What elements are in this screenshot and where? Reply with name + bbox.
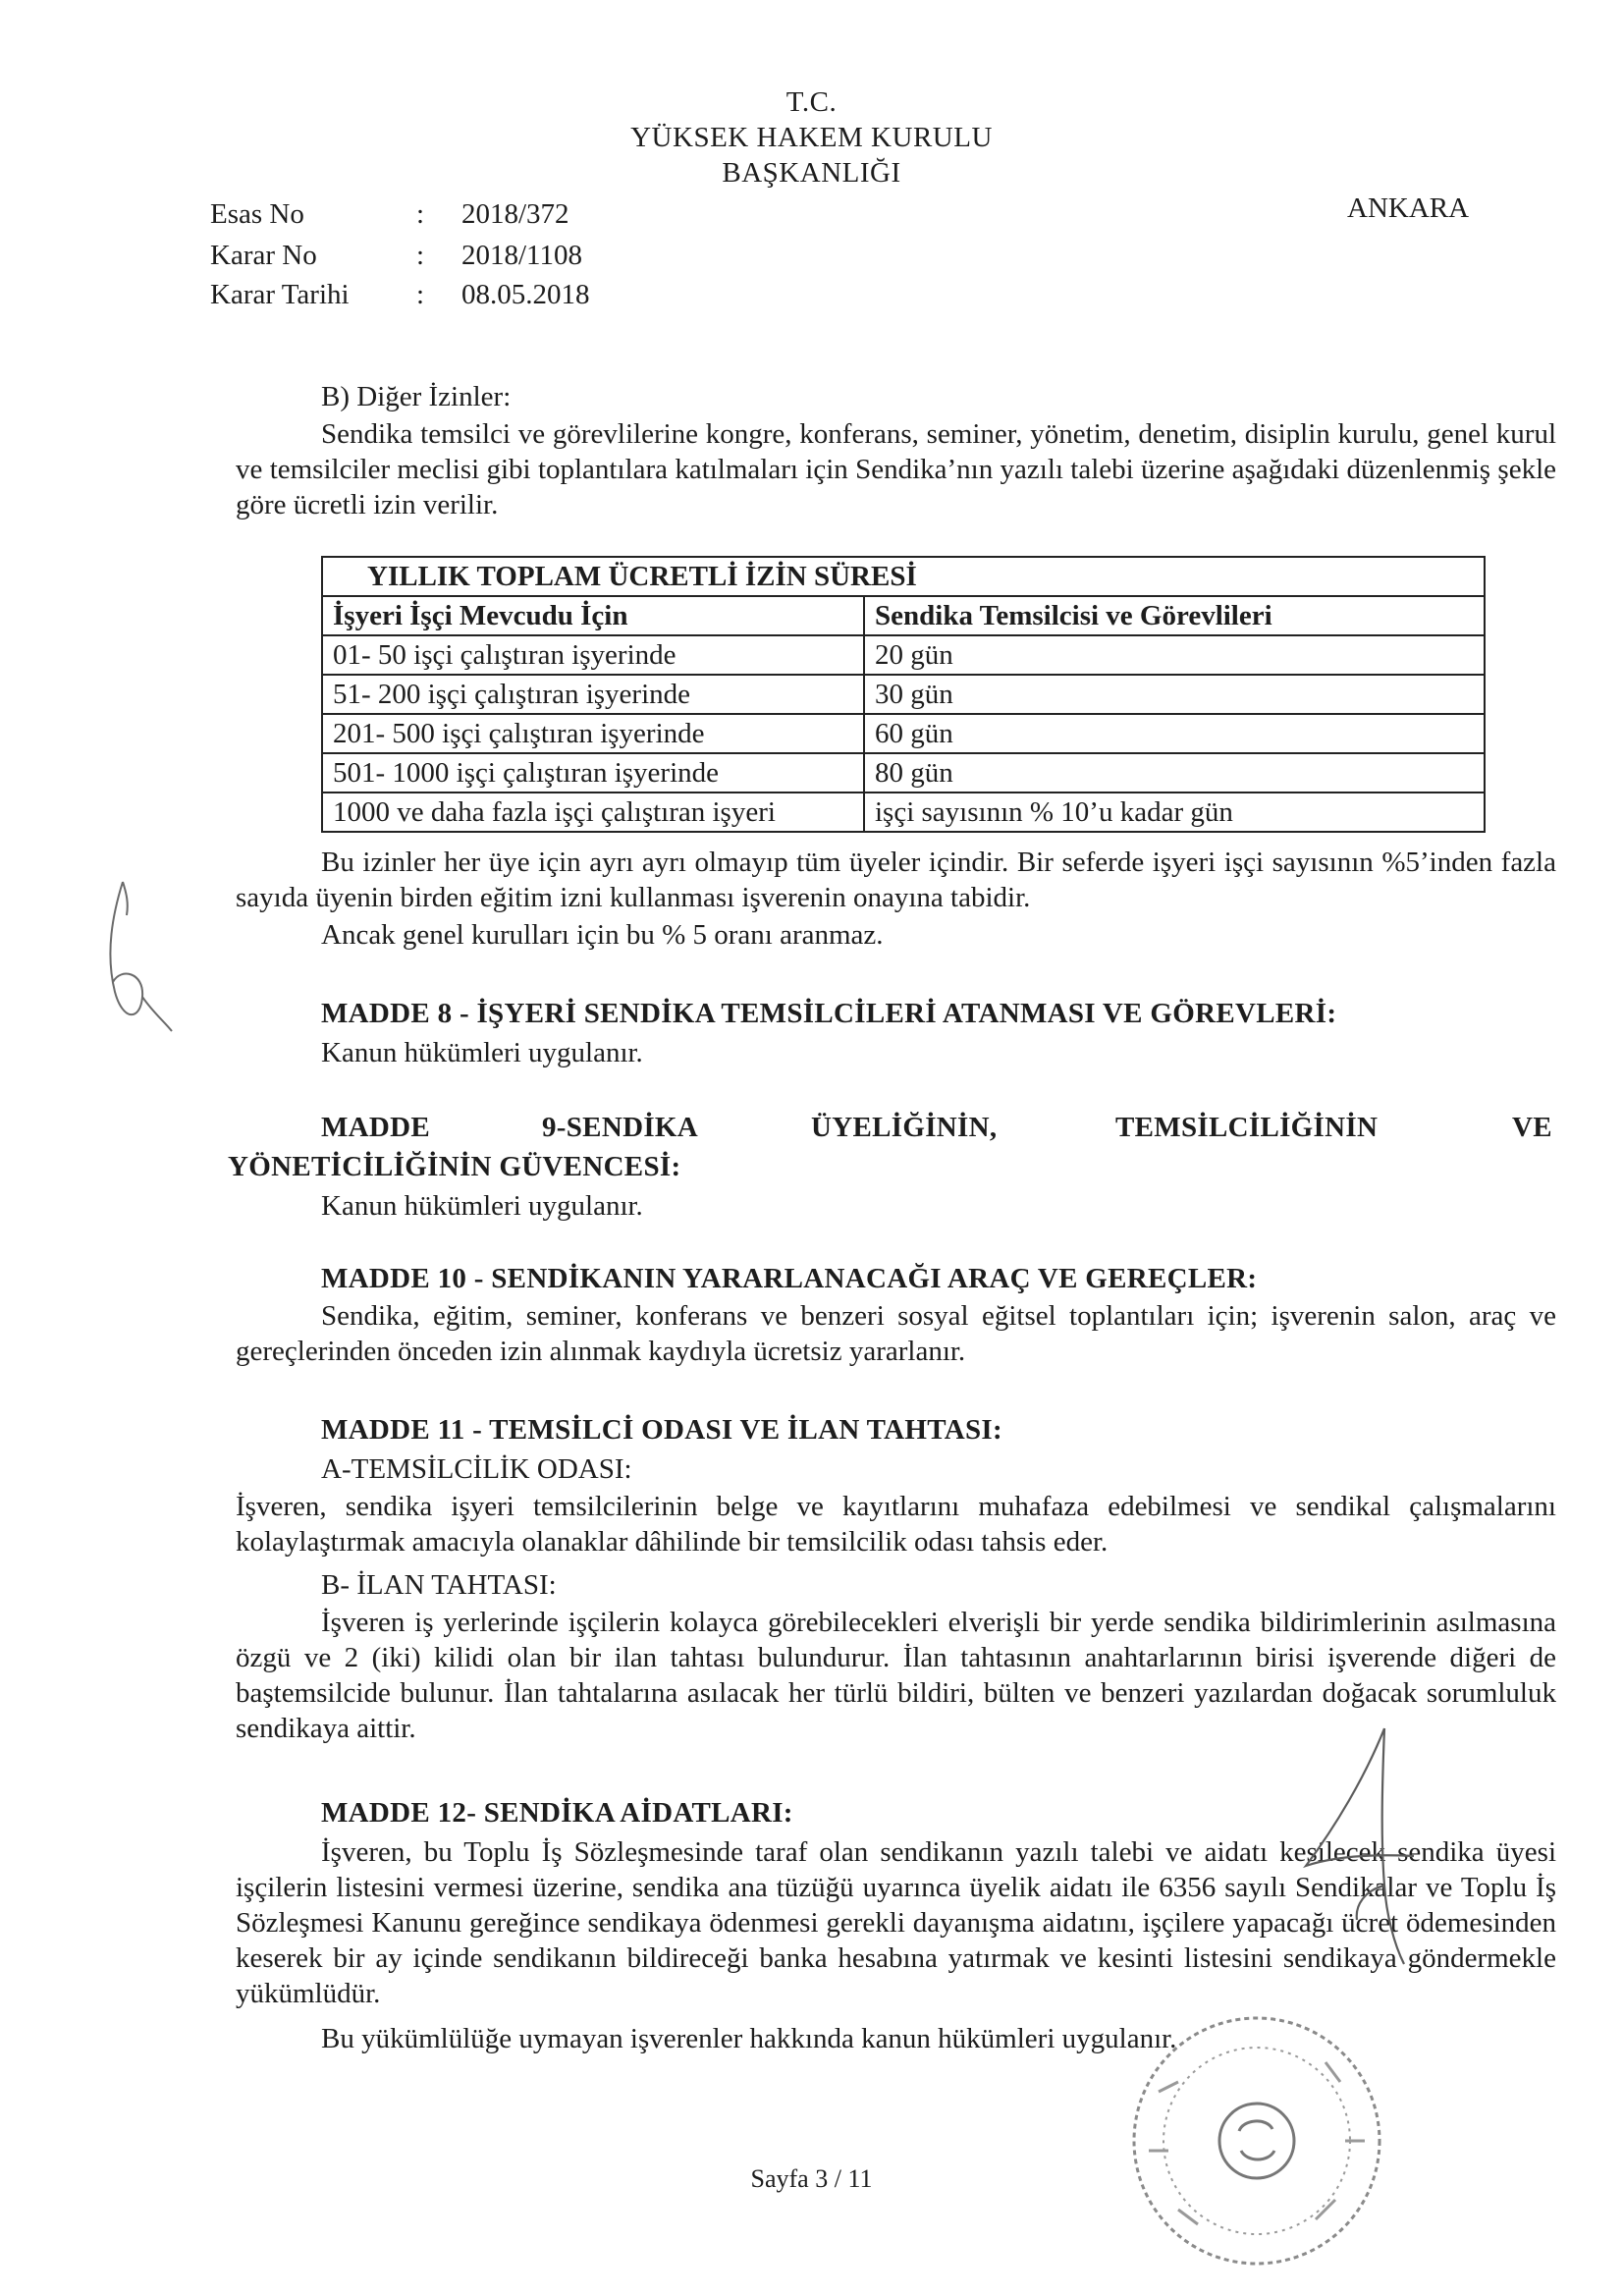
madde-9-word-2: 9-SENDİKA <box>542 1112 698 1143</box>
table-header-representatives: Sendika Temsilcisi ve Görevlileri <box>864 596 1485 635</box>
madde-9-word-1: MADDE <box>321 1112 431 1143</box>
after-table-paragraph: Bu izinler her üye için ayrı ayrı olmayıp tüm üyeler içindir. Bir seferde işyeri işçi sayısının %5’inden fazla sayıda üyenin birden eğitim izni kullanması işverenin onayına tabidir. <box>236 847 1556 913</box>
madde-11-a-title: A-TEMSİLCİLİK ODASI: <box>321 1453 632 1485</box>
section-b-title: B) Diğer İzinler: <box>321 381 512 412</box>
madde-9-word-3: ÜYELİĞİNİN, <box>811 1112 998 1143</box>
table-row <box>322 753 1485 793</box>
header-institution: YÜKSEK HAKEM KURULU <box>630 122 993 153</box>
header-tc: T.C. <box>785 86 838 118</box>
table-title: YILLIK TOPLAM ÜCRETLİ İZİN SÜRESİ <box>322 557 1485 596</box>
madde-11-a-body: İşveren, sendika işyeri temsilcilerinin belge ve kayıtlarını muhafaza edebilmesi ve sendikal çalışmalarını kolaylaştırmak amacıyla olanaklar dâhilinde bir temsilcilik odası tahsis eder. <box>236 1491 1556 1558</box>
meta-esas-sep: : <box>416 198 425 230</box>
madde-11-title: MADDE 11 - TEMSİLCİ ODASI VE İLAN TAHTASI: <box>321 1414 1002 1446</box>
table-cell-workforce: 51- 200 işçi çalıştıran işyerinde <box>322 675 864 714</box>
madde-9-word-4: TEMSİLCİLİĞİNİN <box>1115 1112 1379 1143</box>
table-header-row <box>322 596 1485 635</box>
meta-esas-value: 2018/372 <box>461 198 569 230</box>
handwritten-signature <box>1286 1719 1424 1974</box>
table-row <box>322 675 1485 714</box>
table-row <box>322 793 1485 832</box>
meta-tarih-sep: : <box>416 279 425 310</box>
meta-tarih-label: Karar Tarihi <box>210 279 350 310</box>
page-number: Sayfa 3 / 11 <box>750 2164 873 2193</box>
handwritten-initial-mark <box>93 874 182 1046</box>
madde-8-title: MADDE 8 - İŞYERİ SENDİKA TEMSİLCİLERİ ATANMASI VE GÖREVLERİ: <box>321 998 1337 1029</box>
meta-tarih-value: 08.05.2018 <box>461 279 590 310</box>
meta-esas-label: Esas No <box>210 198 304 230</box>
madde-9-body: Kanun hükümleri uygulanır. <box>321 1190 643 1222</box>
meta-karar-sep: : <box>416 240 425 271</box>
madde-9-word-5: VE <box>1512 1112 1552 1143</box>
madde-8-body: Kanun hükümleri uygulanır. <box>321 1037 643 1068</box>
madde-12-paragraph: İşveren, bu Toplu İş Sözleşmesinde taraf olan sendikanın yazılı talebi ve aidatı kesilecek sendika üyesi işçilerin listesini vermesi üzerine, sendika ana tüzüğü uyarınca üyelik aidatı ile 6356 sayılı Sendikalar ve Toplu İş Sözleşmesi Kanunu gereğince sendikaya ödenmesi gerekli dayanışma aidatını, işçilere yapacağı ücret ödemesinden keserek bir ay içinde sendikanın bildireceği banka hesabına yatırmak ve kesinti listesini sendikaya göndermekle yükümlüdür. <box>236 1836 1556 2009</box>
table-cell-workforce: 501- 1000 işçi çalıştıran işyerinde <box>322 753 864 793</box>
official-stamp <box>1119 2003 1394 2278</box>
table-cell-days: işçi sayısının % 10’u kadar gün <box>864 793 1485 832</box>
section-b-paragraph: Sendika temsilci ve görevlilerine kongre, konferans, seminer, yönetim, denetim, disiplin kurulu, genel kurul ve temsilciler meclisi gibi toplantılara katılmaları için Sendika’nın yazılı talebi üzerine aşağıdaki düzenlenmiş şekle göre ücretli izin verilir. <box>236 418 1556 520</box>
madde-10-title: MADDE 10 - SENDİKANIN YARARLANACAĞI ARAÇ VE GEREÇLER: <box>321 1263 1258 1294</box>
header-city: ANKARA <box>1347 192 1470 224</box>
madde-9-title-line-2: YÖNETİCİLİĞİNİN GÜVENCESİ: <box>228 1151 681 1182</box>
table-title-row <box>322 557 1485 596</box>
table-cell-days: 30 gün <box>864 675 1485 714</box>
table-cell-days: 80 gün <box>864 753 1485 793</box>
table-cell-days: 60 gün <box>864 714 1485 753</box>
table-row <box>322 714 1485 753</box>
madde-10-body: Sendika, eğitim, seminer, konferans ve benzeri sosyal eğitsel toplantıları için; işverenin salon, araç ve gereçlerinden önceden izin alınmak kaydıyla ücretsiz yararlanır. <box>236 1300 1556 1367</box>
after-table-note: Ancak genel kurulları için bu % 5 oranı aranmaz. <box>321 919 884 951</box>
table-cell-workforce: 1000 ve daha fazla işçi çalıştıran işyeri <box>322 793 864 832</box>
paid-leave-table <box>321 556 1486 833</box>
table-cell-workforce: 201- 500 işçi çalıştıran işyerinde <box>322 714 864 753</box>
header-office: BAŞKANLIĞI <box>722 157 901 189</box>
madde-11-b-title: B- İLAN TAHTASI: <box>321 1569 557 1601</box>
meta-karar-label: Karar No <box>210 240 317 271</box>
madde-11-b-body: İşveren iş yerlerinde işçilerin kolayca görebilecekleri elverişli bir yerde sendika bildirimlerinin asılmasına özgü ve 2 (iki) kilidi olan bir ilan tahtası bulundurur. İlan tahtasının anahtarlarının birisi işverende diğeri de baştemsilcide bulunur. İlan tahtalarına asılacak her türlü bildiri, bülten ve benzeri yazılardan doğacak sorumluluk sendikaya aittir. <box>236 1607 1556 1744</box>
table-header-workforce: İşyeri İşçi Mevcudu İçin <box>322 596 864 635</box>
meta-karar-value: 2018/1108 <box>461 240 582 271</box>
table-row <box>322 635 1485 675</box>
table-cell-workforce: 01- 50 işçi çalıştıran işyerinde <box>322 635 864 675</box>
table-cell-days: 20 gün <box>864 635 1485 675</box>
madde-12-title: MADDE 12- SENDİKA AİDATLARI: <box>321 1797 793 1829</box>
madde-12-closing: Bu yükümlülüğe uymayan işverenler hakkında kanun hükümleri uygulanır. <box>321 2023 1177 2054</box>
